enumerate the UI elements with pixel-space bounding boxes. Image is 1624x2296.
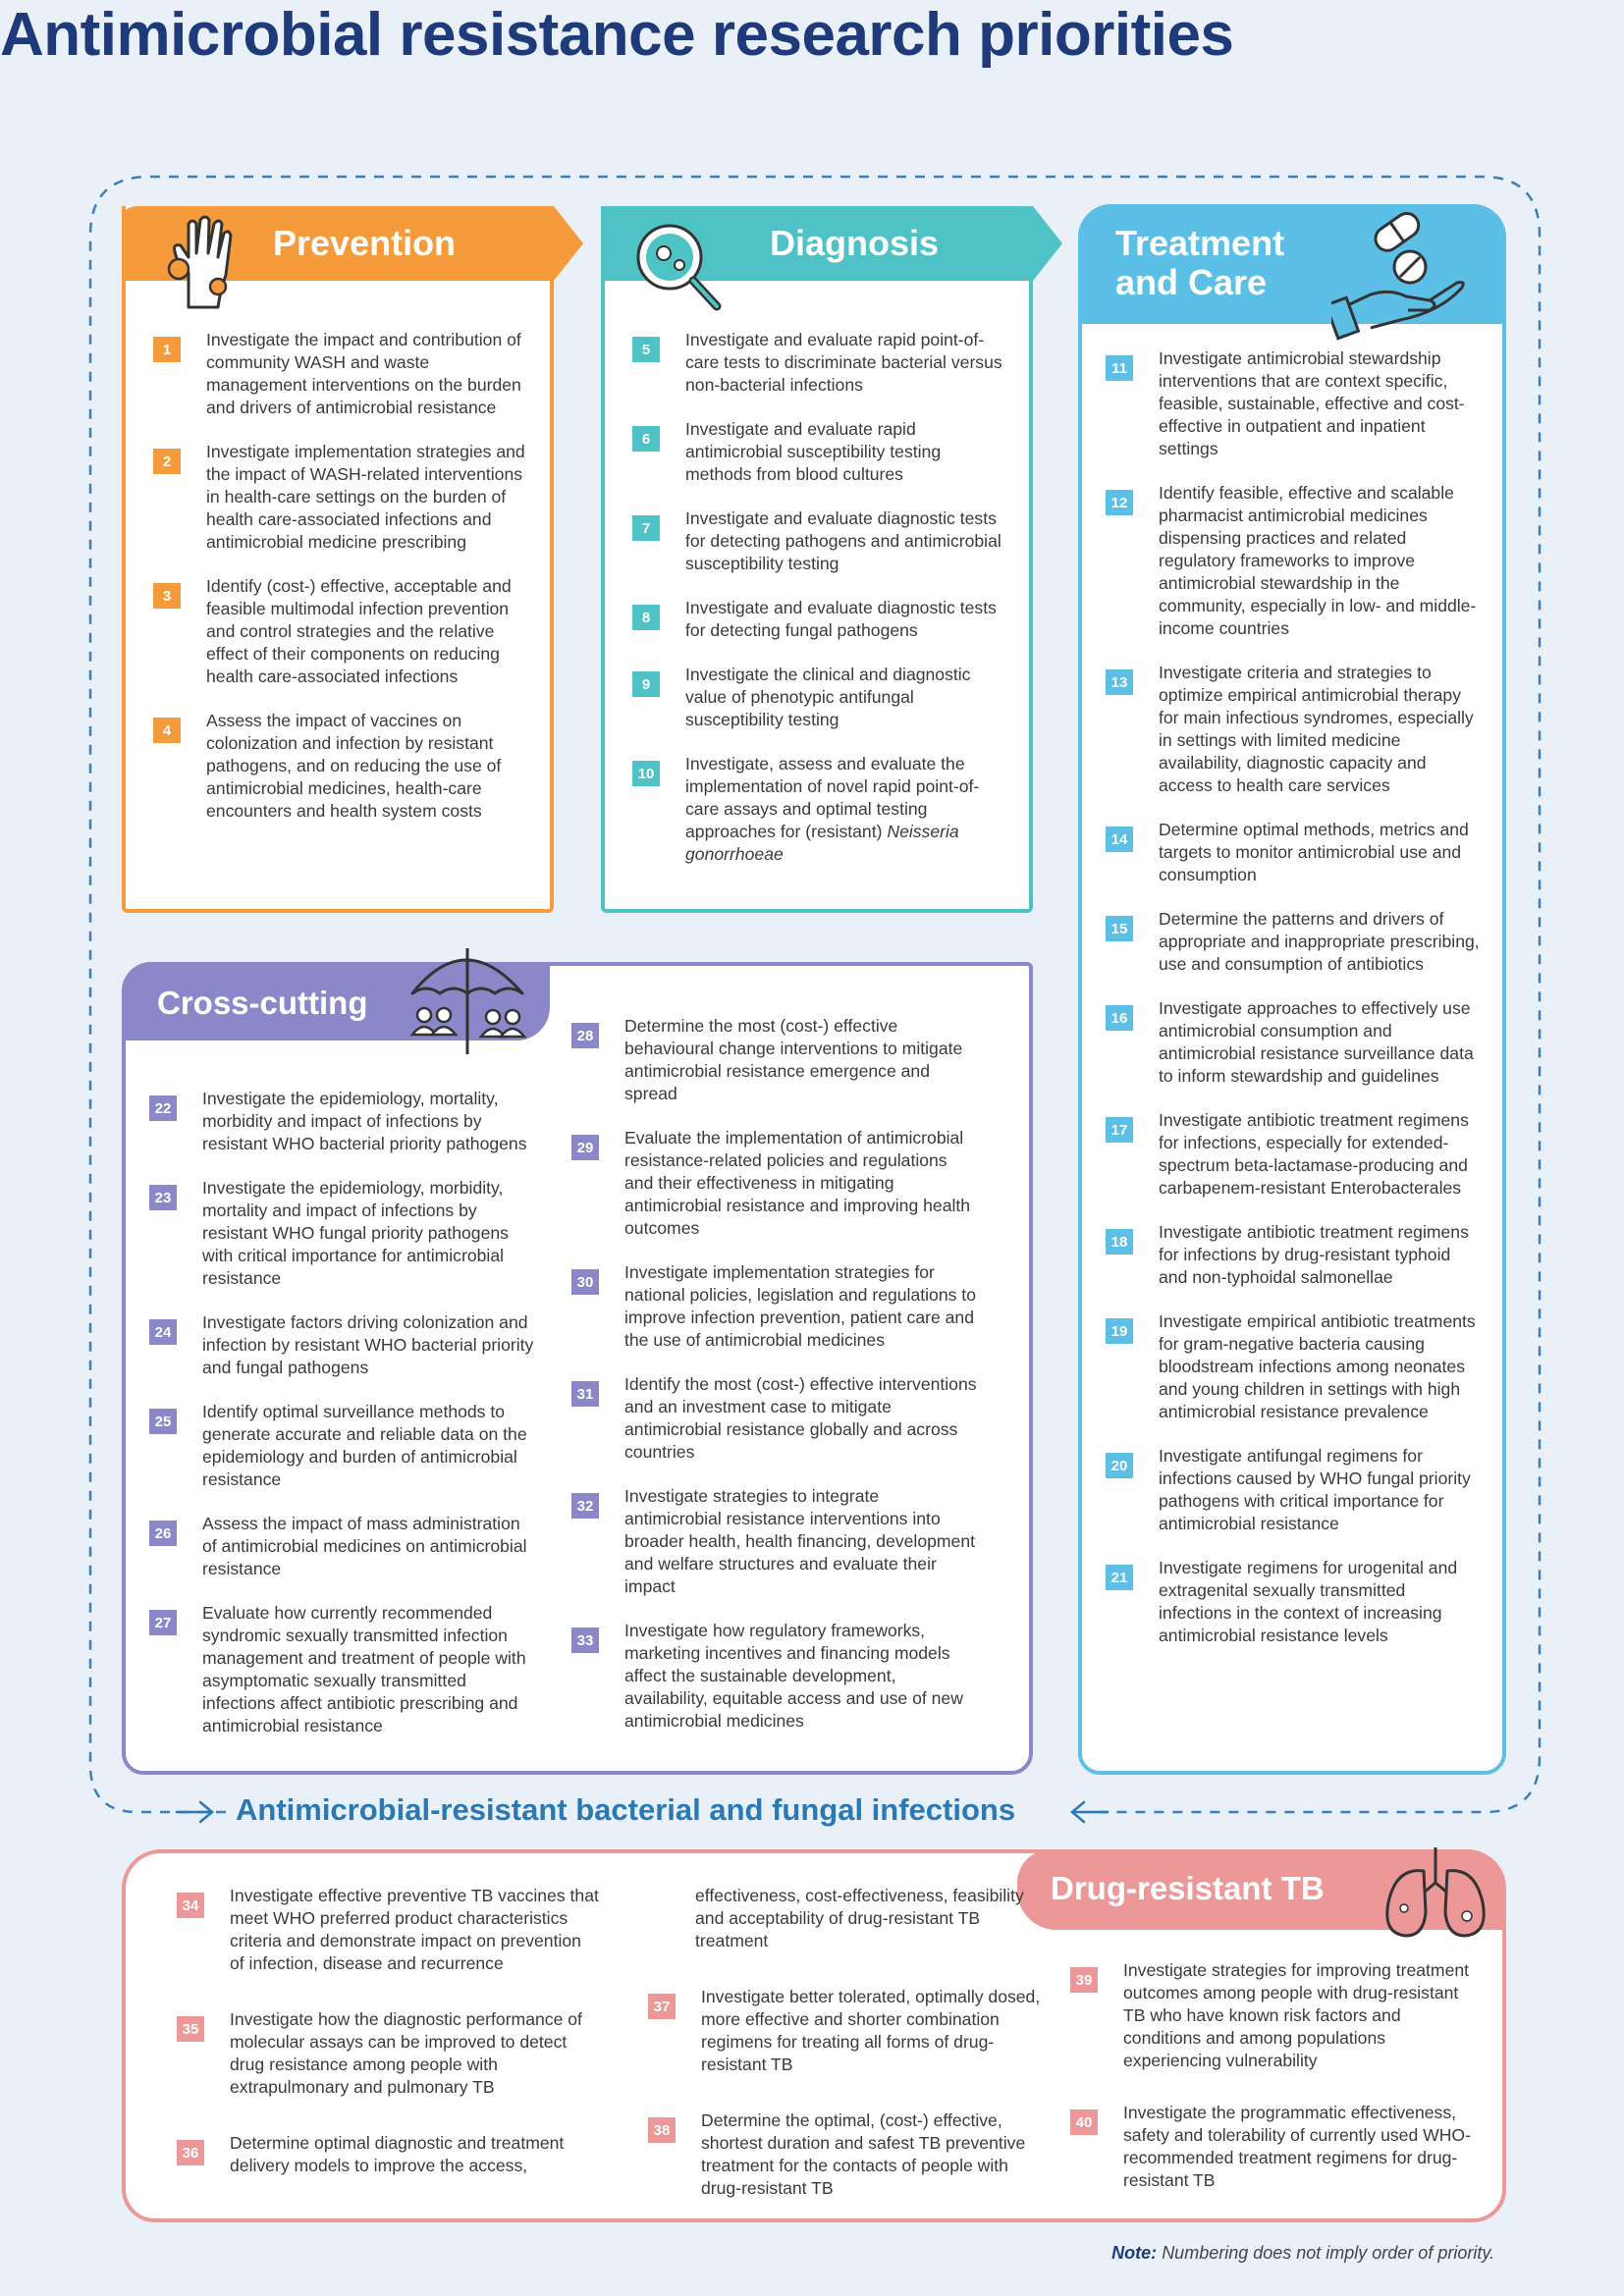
item-text: Investigate the epidemiology, morbidity, mortality and impact of infections by resistant WHO fungal priority pathogens with critical importance for antimicrobial resistance [202, 1178, 509, 1288]
list-item [149, 1513, 536, 1580]
list-item [632, 664, 1005, 731]
list-item [153, 441, 526, 554]
item-text: Identify optimal surveillance methods to generate accurate and reliable data on the epidemiology and burden of antimicrobial resistance [202, 1402, 527, 1489]
item-number: 19 [1106, 1318, 1133, 1344]
item-number: 20 [1106, 1453, 1133, 1478]
item-text: Evaluate the implementation of antimicrobial resistance-related policies and regulations and their effectiveness in mitigating antimicrobial resistance and improving health outcomes [624, 1128, 971, 1238]
treatment-heading-line1: Treatment [1115, 223, 1285, 263]
item-number: 4 [153, 718, 181, 743]
right-arrow-icon [177, 1802, 212, 1822]
item-text: Determine the most (cost-) effective behavioural change interventions to mitigate antimicrobial resistance emergence and spread [624, 1016, 963, 1103]
prevention-items [153, 329, 526, 844]
list-item [571, 1127, 978, 1240]
list-item [571, 1373, 978, 1464]
list-item [632, 507, 1005, 575]
item-text: Identify feasible, effective and scalable pharmacist antimicrobial medicines dispensing practices and related regulatory frameworks to improve antimicrobial stewardship in the community, especially in low- and middle-income countries [1159, 483, 1477, 638]
item-text: Investigate and evaluate rapid antimicrobial susceptibility testing methods from blood cultures [685, 419, 942, 484]
item-text-italic: Neisseria gonorrhoeae [685, 822, 959, 864]
page-title: Antimicrobial resistance research priorities [0, 1, 1234, 69]
item-number: 10 [632, 761, 660, 786]
magnifier-germ-icon [628, 218, 736, 324]
diagnosis-heading: Diagnosis [770, 223, 940, 263]
list-item [632, 329, 1005, 397]
footnote-label: Note: [1111, 2243, 1158, 2263]
item-text: Investigate antibiotic treatment regimens for infections by drug-resistant typhoid and non-typhoidal salmonellae [1159, 1222, 1469, 1287]
item-text: Investigate how regulatory frameworks, marketing incentives and financing models affect the sustainable development, availability, equitable access and use of new antimicrobial medicines [624, 1621, 963, 1731]
footnote-text: Numbering does not imply order of priority. [1162, 2243, 1494, 2263]
item-number: 22 [149, 1095, 177, 1121]
list-item [1106, 1221, 1483, 1289]
crosscutting-left-items [149, 1088, 536, 1759]
item-number: 11 [1106, 355, 1133, 381]
list-item [1106, 1445, 1483, 1535]
outer-category-label: Antimicrobial-resistant bacterial and fungal infections [236, 1792, 1016, 1827]
list-item [1106, 1109, 1483, 1200]
item-text: Investigate antibiotic treatment regimens for infections, especially for extended-spectrum beta-lactamase-producing and carbapenem-resistant Enterobacterales [1159, 1110, 1469, 1198]
item-number: 17 [1106, 1117, 1133, 1143]
item-number: 12 [1106, 490, 1133, 515]
prevention-heading: Prevention [273, 223, 457, 263]
list-item [632, 597, 1005, 642]
item-number: 9 [632, 671, 660, 697]
list-item [1106, 1557, 1483, 1647]
item-number: 33 [571, 1628, 599, 1653]
crosscutting-right-items [571, 1015, 978, 1754]
hand-germ-icon [159, 214, 247, 312]
list-item [177, 2132, 599, 2177]
list-item [153, 329, 526, 419]
item-number: 16 [1106, 1005, 1133, 1031]
item-number: 32 [571, 1493, 599, 1519]
list-item [177, 2008, 599, 2099]
list-item [1106, 997, 1483, 1088]
item-number: 1 [153, 337, 181, 362]
list-item [149, 1177, 536, 1290]
list-item [1106, 347, 1483, 460]
item-text: Investigate the clinical and diagnostic value of phenotypic antifungal susceptibility testing [685, 665, 971, 729]
item-number: 40 [1070, 2109, 1098, 2135]
item-number: 18 [1106, 1229, 1133, 1255]
item-number: 7 [632, 515, 660, 541]
item-text: Investigate criteria and strategies to optimize empirical antimicrobial therapy for main infectious syndromes, especially in settings with limited medicine availability, diagnostic capacity and access to health care services [1159, 663, 1474, 795]
item-number: 28 [571, 1023, 599, 1048]
item-text: Investigate and evaluate rapid point-of-care tests to discriminate bacterial versus non-bacterial infections [685, 330, 1002, 395]
list-item [177, 1885, 599, 1975]
item-number: 29 [571, 1135, 599, 1160]
item-number: 31 [571, 1381, 599, 1407]
item-text: Determine optimal methods, metrics and targets to monitor antimicrobial use and consumption [1159, 820, 1469, 884]
item-text: Investigate antimicrobial stewardship interventions that are context specific, feasible, sustainable, effective and cost-effective in outpatient and inpatient settings [1159, 348, 1465, 458]
item-text: Investigate effective preventive TB vaccines that meet WHO preferred product characteristics criteria and demonstrate impact on prevention of infection, disease and recurrence [230, 1886, 599, 1973]
item-number: 23 [149, 1185, 177, 1210]
item-number: 15 [1106, 916, 1133, 941]
list-item [571, 1485, 978, 1598]
item-text: Determine the optimal, (cost-) effective, shortest duration and safest TB preventive treatment for the contacts of people with drug-resistant TB [701, 2110, 1026, 2198]
item-text: Investigate antifungal regimens for infections caused by WHO fungal priority pathogens with critical importance for antimicrobial resistance [1159, 1446, 1471, 1533]
item-number: 5 [632, 337, 660, 362]
list-item [1070, 1959, 1473, 2072]
item-text: Investigate how the diagnostic performance of molecular assays can be improved to detect drug resistance among people with extrapulmonary and pulmonary TB [230, 2009, 582, 2097]
item-text: Assess the impact of mass administration of antimicrobial medicines on antimicrobial resistance [202, 1514, 527, 1578]
item-text-main: Investigate, assess and evaluate the implementation of novel rapid point-of-care assays and optimal testing approaches for (resistant) [685, 754, 980, 841]
item-number: 26 [149, 1521, 177, 1546]
item-number: 3 [153, 583, 181, 609]
item-text: Investigate the impact and contribution of community WASH and waste management interventions on the burden and drivers of antimicrobial resistance [206, 330, 521, 417]
item-text: Identify the most (cost-) effective interventions and an investment case to mitigate antimicrobial resistance globally and across countries [624, 1374, 977, 1462]
list-item [149, 1602, 536, 1737]
item-number: 37 [648, 1994, 676, 2019]
left-arrow-icon [1072, 1802, 1108, 1822]
item-number: 14 [1106, 827, 1133, 852]
list-item [648, 2109, 1045, 2200]
list-item [1106, 1310, 1483, 1423]
item-text: Assess the impact of vaccines on colonization and infection by resistant pathogens, and on reducing the use of antimicrobial medicines, health-care encounters and health system costs [206, 711, 502, 821]
item-text: Investigate the epidemiology, mortality, morbidity and impact of infections by resistant WHO bacterial priority pathogens [202, 1089, 527, 1153]
item-text: Investigate factors driving colonization and infection by resistant WHO bacterial priority and fungal pathogens [202, 1312, 534, 1377]
diagnosis-items [632, 329, 1005, 887]
item-number: 30 [571, 1269, 599, 1295]
item-text: Determine the patterns and drivers of appropriate and inappropriate prescribing, use and consumption of antibiotics [1159, 909, 1480, 974]
crosscutting-heading: Cross-cutting [157, 985, 368, 1021]
item-text: Investigate better tolerated, optimally dosed, more effective and shorter combination regimens for treating all forms of drug-resistant TB [701, 1987, 1041, 2074]
list-item [632, 418, 1005, 486]
item-text: Investigate the programmatic effectiveness, safety and tolerability of currently used WHO-recommended treatment regimens for drug-resistant TB [1123, 2103, 1471, 2190]
item-text: Investigate strategies for improving treatment outcomes among people with drug-resistant TB who have known risk factors and conditions and among populations experiencing vulnerability [1123, 1960, 1470, 2070]
list-item [1106, 908, 1483, 976]
item-text: Investigate and evaluate diagnostic tests for detecting pathogens and antimicrobial susceptibility testing [685, 508, 1001, 573]
item-text: Investigate empirical antibiotic treatments for gram-negative bacteria causing bloodstream infections among neonates and young children in settings with high antimicrobial resistance prevalence [1159, 1311, 1476, 1421]
list-item [149, 1088, 536, 1155]
list-item [648, 1986, 1045, 2076]
item-number: 38 [648, 2117, 676, 2143]
item-text: Investigate strategies to integrate antimicrobial resistance interventions into broader health, health financing, development and welfare structures and evaluate their impact [624, 1486, 976, 1596]
item-number: 36 [177, 2140, 204, 2165]
item-number: 39 [1070, 1967, 1098, 1993]
item-number: 13 [1106, 669, 1133, 695]
item-text: Evaluate how currently recommended syndromic sexually transmitted infection management and treatment of people with asymptomatic sexually transmitted infections affect antibiotic prescribing and antimicrobial resistance [202, 1603, 526, 1735]
list-item [1106, 819, 1483, 886]
lungs-icon [1377, 1843, 1494, 1942]
tb-col1-items [177, 1885, 599, 2199]
tb-col2-items [648, 1885, 1045, 2221]
item-text: Identify (cost-) effective, acceptable and feasible multimodal infection prevention and control strategies and the relative effect of their components on reducing health care-associated infections [206, 576, 512, 686]
umbrella-people-icon [403, 936, 540, 1064]
item-text: Investigate implementation strategies for national policies, legislation and regulations to improve infection prevention, patient care and the use of antimicrobial medicines [624, 1262, 976, 1350]
list-item [149, 1401, 536, 1491]
item-text: Determine optimal diagnostic and treatment delivery models to improve the access, [230, 2133, 565, 2175]
tb-heading: Drug-resistant TB [1051, 1870, 1325, 1906]
treatment-heading-line2: and Care [1115, 262, 1268, 302]
item-number: 27 [149, 1610, 177, 1635]
list-item [1070, 2102, 1473, 2192]
list-item [1106, 662, 1483, 797]
item-number: 21 [1106, 1565, 1133, 1590]
item-number: 25 [149, 1409, 177, 1434]
item-number: 24 [149, 1319, 177, 1345]
item-number: 35 [177, 2016, 204, 2042]
item-number: 2 [153, 449, 181, 474]
list-item [149, 1311, 536, 1379]
item-text [685, 753, 1005, 866]
item-text: Investigate regimens for urogenital and extragenital sexually transmitted infections in the context of increasing antimicrobial resistance levels [1159, 1558, 1458, 1645]
item-text-continuation: effectiveness, cost-effectiveness, feasibility and acceptability of drug-resistant TB treatment [695, 1886, 1024, 1950]
hand-pills-icon [1331, 210, 1469, 344]
footnote [1111, 2243, 1494, 2264]
list-item [153, 575, 526, 688]
item-number: 34 [177, 1893, 204, 1918]
item-number: 8 [632, 605, 660, 630]
item-number: 6 [632, 426, 660, 452]
list-item [571, 1620, 978, 1733]
list-item [1106, 482, 1483, 640]
item-text: Investigate implementation strategies and the impact of WASH-related interventions in health-care settings on the burden of health care-associated infections and antimicrobial medicine prescribing [206, 442, 525, 552]
item-text: Investigate approaches to effectively use antimicrobial consumption and antimicrobial resistance surveillance data to inform stewardship and guidelines [1159, 998, 1474, 1086]
list-item [571, 1015, 978, 1105]
list-item [632, 753, 1005, 866]
list-item [153, 710, 526, 823]
treatment-items [1106, 347, 1483, 1669]
item-text: Investigate and evaluate diagnostic tests for detecting fungal pathogens [685, 598, 997, 640]
list-item [571, 1261, 978, 1352]
tb-col3-items [1070, 1959, 1473, 2214]
